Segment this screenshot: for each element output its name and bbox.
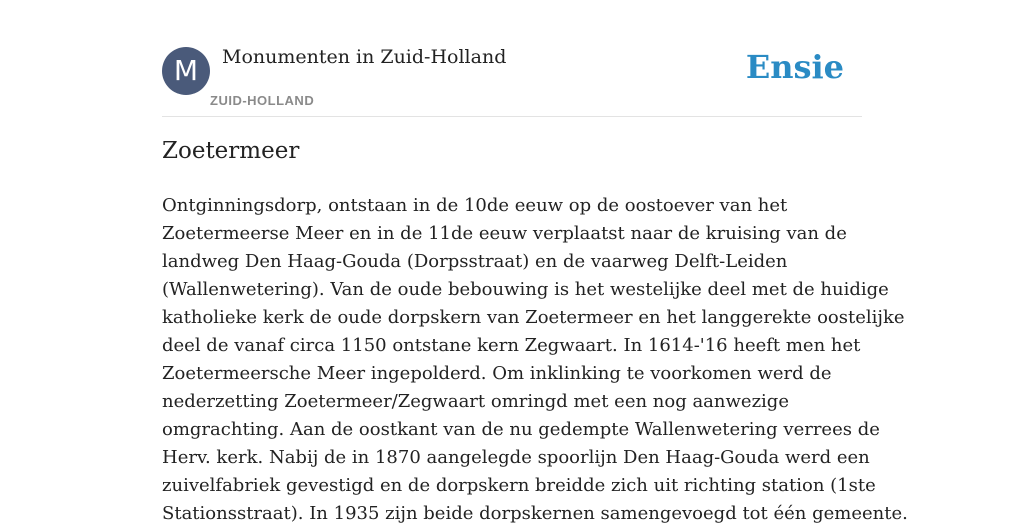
- site-header: [162, 40, 862, 117]
- article-line: katholieke kerk de oude dorpskern van Zoetermeer en het langgerekte oostelijke: [162, 307, 905, 328]
- article-line: nederzetting Zoetermeer/Zegwaart omringd met een nog aanwezige: [162, 391, 789, 412]
- site-title-link[interactable]: Monumenten in Zuid-Holland: [222, 46, 507, 68]
- article-line: Stationsstraat). In 1935 zijn beide dorpskernen samengevoegd tot één gemeente.: [162, 503, 908, 524]
- article-line: zuivelfabriek gevestigd en de dorpskern breidde zich uit richting station (1ste: [162, 475, 876, 496]
- article-line: Zoetermeersche Meer ingepolderd. Om inklinking te voorkomen werd de: [162, 363, 832, 384]
- article-line: omgrachting. Aan de oostkant van de nu gedempte Wallenwetering verrees de: [162, 419, 880, 440]
- brand-logo[interactable]: Ensie: [745, 48, 844, 86]
- article-line: landweg Den Haag-Gouda (Dorpsstraat) en de vaarweg Delft-Leiden: [162, 251, 788, 272]
- category-link[interactable]: ZUID-HOLLAND: [210, 93, 315, 108]
- article-line: deel de vanaf circa 1150 ontstane kern Zegwaart. In 1614-'16 heeft men het: [162, 335, 861, 356]
- avatar[interactable]: M: [162, 47, 210, 95]
- article-body: [162, 192, 908, 528]
- article-line: Herv. kerk. Nabij de in 1870 aangelegde spoorlijn Den Haag-Gouda werd een: [162, 447, 870, 468]
- article-line: Zoetermeerse Meer en in de 11de eeuw verplaatst naar de kruising van de: [162, 223, 847, 244]
- article-line: (Wallenwetering). Van de oude bebouwing is het westelijke deel met de huidige: [162, 279, 889, 300]
- article-line: Ontginningsdorp, ontstaan in de 10de eeuw op de oostoever van het: [162, 195, 788, 216]
- article-title: Zoetermeer: [162, 138, 300, 164]
